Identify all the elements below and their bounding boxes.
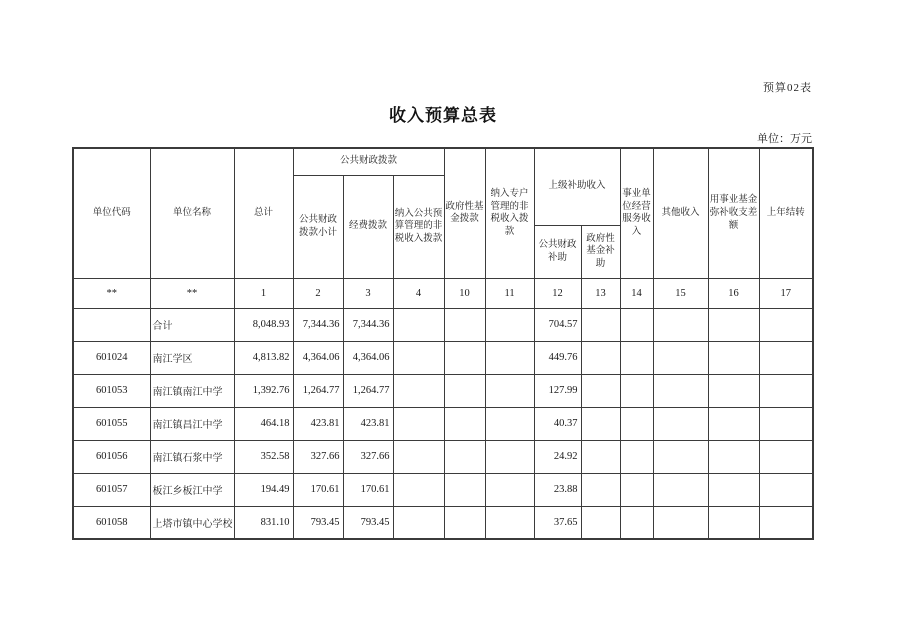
table-cell: 423.81 — [343, 407, 393, 440]
unit-note: 单位：万元 — [757, 133, 812, 145]
table-cell — [759, 341, 813, 374]
header-prev-year-carryover: 上年结转 — [759, 148, 813, 278]
header-other-income: 其他收入 — [653, 148, 708, 278]
table-cell: 601055 — [73, 407, 150, 440]
table-cell: 449.76 — [534, 341, 581, 374]
table-cell: 7,344.36 — [343, 308, 393, 341]
table-cell — [393, 374, 444, 407]
table-cell — [393, 440, 444, 473]
table-cell — [485, 473, 534, 506]
table-cell — [444, 407, 485, 440]
table-body — [73, 278, 813, 539]
budget-table — [72, 147, 814, 540]
table-cell — [708, 407, 759, 440]
table-row — [73, 407, 813, 440]
column-code-cell: 13 — [581, 278, 620, 308]
column-code-cell: ** — [150, 278, 234, 308]
header-fund-gap-coverage: 用事业基金弥补收支差额 — [708, 148, 759, 278]
table-cell — [581, 506, 620, 539]
table-cell: 23.88 — [534, 473, 581, 506]
column-code-cell: 17 — [759, 278, 813, 308]
table-cell — [759, 506, 813, 539]
table-cell: 8,048.93 — [234, 308, 293, 341]
table-cell: 170.61 — [343, 473, 393, 506]
table-cell — [708, 440, 759, 473]
table-cell: 194.49 — [234, 473, 293, 506]
table-cell — [620, 341, 653, 374]
table-cell — [708, 374, 759, 407]
table-cell — [708, 308, 759, 341]
table-cell — [759, 473, 813, 506]
column-code-cell: ** — [73, 278, 150, 308]
table-cell — [653, 506, 708, 539]
table-cell — [73, 308, 150, 341]
table-cell: 4,364.06 — [293, 341, 343, 374]
table-cell — [620, 374, 653, 407]
table-cell: 40.37 — [534, 407, 581, 440]
table-cell — [393, 506, 444, 539]
table-cell: 4,813.82 — [234, 341, 293, 374]
table-cell: 南江学区 — [150, 341, 234, 374]
header-gov-fund-appropriation: 政府性基金拨款 — [444, 148, 485, 278]
column-code-cell: 10 — [444, 278, 485, 308]
header-pf-subtotal: 公共财政拨款小计 — [293, 175, 343, 278]
table-cell — [653, 407, 708, 440]
table-cell: 601057 — [73, 473, 150, 506]
table-cell: 南江镇昌江中学 — [150, 407, 234, 440]
table-cell — [708, 506, 759, 539]
table-cell — [581, 407, 620, 440]
table-cell — [759, 407, 813, 440]
column-code-cell: 12 — [534, 278, 581, 308]
table-cell — [653, 473, 708, 506]
table-cell — [620, 308, 653, 341]
table-cell — [708, 341, 759, 374]
table-cell: 601024 — [73, 341, 150, 374]
table-cell — [393, 308, 444, 341]
table-row — [73, 440, 813, 473]
table-cell: 423.81 — [293, 407, 343, 440]
table-cell: 601058 — [73, 506, 150, 539]
table-cell: 7,344.36 — [293, 308, 343, 341]
table-cell: 上塔市镇中心学校 — [150, 506, 234, 539]
column-code-cell: 15 — [653, 278, 708, 308]
header-superior-subsidy-group: 上级补助收入 — [534, 148, 620, 225]
column-code-cell: 3 — [343, 278, 393, 308]
table-cell: 352.58 — [234, 440, 293, 473]
page-title: 收入预算总表 — [389, 106, 497, 125]
table-cell — [485, 308, 534, 341]
table-cell: 1,264.77 — [343, 374, 393, 407]
table-row — [73, 308, 813, 341]
table-cell: 601056 — [73, 440, 150, 473]
table-cell: 793.45 — [343, 506, 393, 539]
table-cell — [393, 473, 444, 506]
table-cell — [581, 374, 620, 407]
header-public-finance-group: 公共财政拨款 — [293, 148, 444, 175]
table-row — [73, 506, 813, 539]
table-cell — [581, 440, 620, 473]
table-cell — [444, 506, 485, 539]
table-cell — [581, 341, 620, 374]
table-cell: 793.45 — [293, 506, 343, 539]
table-cell — [485, 374, 534, 407]
header-operating-service-income: 事业单位经营服务收入 — [620, 148, 653, 278]
table-cell: 南江镇南江中学 — [150, 374, 234, 407]
table-cell — [444, 374, 485, 407]
table-cell — [393, 341, 444, 374]
table-cell — [620, 407, 653, 440]
column-code-cell: 14 — [620, 278, 653, 308]
column-code-cell: 16 — [708, 278, 759, 308]
table-cell: 601053 — [73, 374, 150, 407]
table-cell — [444, 308, 485, 341]
table-cell — [444, 473, 485, 506]
column-code-cell: 11 — [485, 278, 534, 308]
table-cell: 327.66 — [343, 440, 393, 473]
doc-label: 预算02表 — [763, 82, 812, 94]
table-cell — [759, 308, 813, 341]
header-unit-code: 单位代码 — [73, 148, 150, 278]
table-header — [73, 148, 813, 278]
table-cell — [653, 374, 708, 407]
header-nontax-special-account: 纳入专户管理的非税收入拨款 — [485, 148, 534, 278]
table-cell — [581, 473, 620, 506]
table-cell — [653, 341, 708, 374]
header-nontax-public-budget: 纳入公共预算管理的非税收入拨款 — [393, 175, 444, 278]
table-cell — [759, 440, 813, 473]
table-cell — [620, 473, 653, 506]
table-cell: 704.57 — [534, 308, 581, 341]
table-row — [73, 341, 813, 374]
header-grand-total: 总计 — [234, 148, 293, 278]
table-cell — [393, 407, 444, 440]
table-cell: 127.99 — [534, 374, 581, 407]
table-cell: 板江乡板江中学 — [150, 473, 234, 506]
table-cell — [485, 341, 534, 374]
column-code-cell: 1 — [234, 278, 293, 308]
table-cell — [653, 440, 708, 473]
table-cell: 170.61 — [293, 473, 343, 506]
table-cell: 4,364.06 — [343, 341, 393, 374]
table-cell: 464.18 — [234, 407, 293, 440]
table-cell: 831.10 — [234, 506, 293, 539]
table-cell — [485, 407, 534, 440]
table-cell — [581, 308, 620, 341]
table-cell — [485, 506, 534, 539]
table-row — [73, 473, 813, 506]
column-code-cell: 2 — [293, 278, 343, 308]
header-funding-appropriation: 经费拨款 — [343, 175, 393, 278]
column-code-row — [73, 278, 813, 308]
table-cell: 327.66 — [293, 440, 343, 473]
table-cell — [759, 374, 813, 407]
table-cell: 24.92 — [534, 440, 581, 473]
table-cell — [485, 440, 534, 473]
table-cell — [708, 473, 759, 506]
table-cell: 1,392.76 — [234, 374, 293, 407]
header-pf-subsidy: 公共财政补助 — [534, 225, 581, 278]
table-cell — [620, 440, 653, 473]
header-unit-name: 单位名称 — [150, 148, 234, 278]
table-cell — [444, 341, 485, 374]
table-cell — [620, 506, 653, 539]
table-cell: 合计 — [150, 308, 234, 341]
header-gov-fund-subsidy: 政府性基金补助 — [581, 225, 620, 278]
table-cell — [444, 440, 485, 473]
table-row — [73, 374, 813, 407]
table-cell — [653, 308, 708, 341]
table-cell: 1,264.77 — [293, 374, 343, 407]
column-code-cell: 4 — [393, 278, 444, 308]
table-cell: 南江镇石浆中学 — [150, 440, 234, 473]
table-cell: 37.65 — [534, 506, 581, 539]
